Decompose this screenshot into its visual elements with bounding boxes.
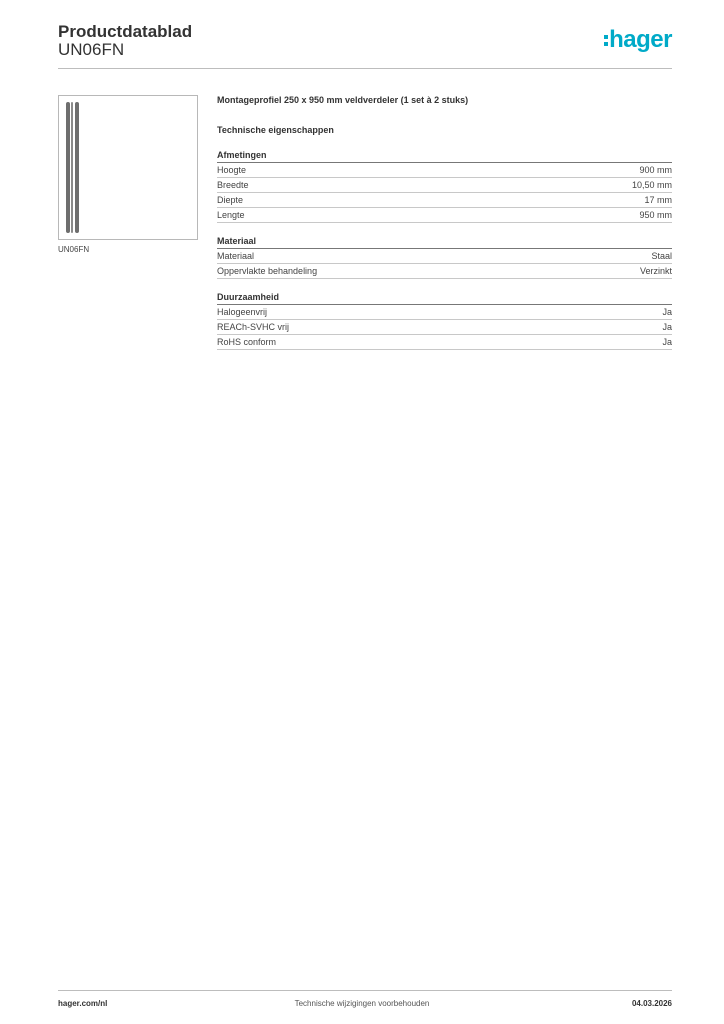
spec-row <box>217 335 672 350</box>
section-title: Afmetingen <box>217 150 672 163</box>
spec-value: Verzinkt <box>639 266 672 276</box>
spec-label: Diepte <box>217 195 244 205</box>
header-divider <box>58 68 672 69</box>
logo-text: hager <box>609 26 672 53</box>
hager-logo <box>604 28 672 52</box>
spec-value: 10,50 mm <box>631 180 672 190</box>
spec-row <box>217 305 672 320</box>
spec-row <box>217 264 672 279</box>
product-code: UN06FN <box>58 40 125 59</box>
spec-label: Oppervlakte behandeling <box>217 266 318 276</box>
footer-website-link[interactable]: hager.com/nl <box>58 999 108 1008</box>
spec-label: Halogeenvrij <box>217 307 268 317</box>
spec-label: REACh-SVHC vrij <box>217 322 290 332</box>
mounting-rail-icon <box>66 102 70 233</box>
spec-label: RoHS conform <box>217 337 277 347</box>
product-description: Montageprofiel 250 x 950 mm veldverdeler (1 set à 2 stuks) <box>217 95 469 105</box>
spec-value: Ja <box>662 322 672 332</box>
section-title: Materiaal <box>217 236 672 249</box>
section-afmetingen <box>217 150 672 223</box>
spec-row <box>217 163 672 178</box>
footer-date: 04.03.2026 <box>631 999 672 1008</box>
spec-label: Hoogte <box>217 165 247 175</box>
spec-value: 17 mm <box>644 195 672 205</box>
image-caption: UN06FN <box>58 245 90 254</box>
section-title: Duurzaamheid <box>217 292 672 305</box>
spec-row <box>217 193 672 208</box>
mounting-rail-icon <box>71 102 73 233</box>
spec-row <box>217 178 672 193</box>
spec-label: Breedte <box>217 180 249 190</box>
footer-notice: Technische wijzigingen voorbehouden <box>294 999 430 1008</box>
spec-value: Staal <box>651 251 672 261</box>
spec-value: 900 mm <box>639 165 672 175</box>
spec-row <box>217 320 672 335</box>
section-duurzaamheid <box>217 292 672 350</box>
product-image <box>58 95 198 240</box>
spec-value: Ja <box>662 337 672 347</box>
logo-dots-icon <box>604 35 608 46</box>
mounting-rail-icon <box>75 102 79 233</box>
page-title: Productdatablad <box>58 22 193 41</box>
spec-label: Materiaal <box>217 251 255 261</box>
footer-divider <box>58 990 672 991</box>
spec-value: 950 mm <box>639 210 672 220</box>
spec-content <box>217 95 672 363</box>
spec-row <box>217 249 672 264</box>
spec-row <box>217 208 672 223</box>
section-materiaal <box>217 236 672 279</box>
tech-properties-title: Technische eigenschappen <box>217 125 334 135</box>
spec-label: Lengte <box>217 210 245 220</box>
spec-value: Ja <box>662 307 672 317</box>
